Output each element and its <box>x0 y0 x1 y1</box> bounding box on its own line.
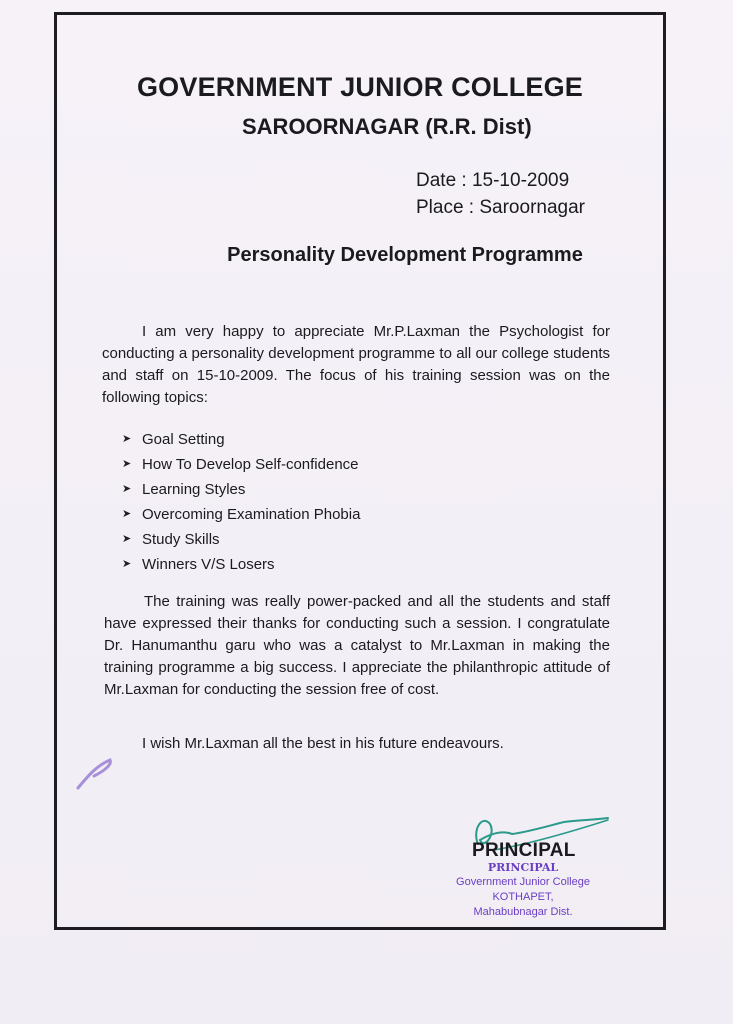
topic-text: Learning Styles <box>142 481 246 498</box>
college-location: SAROORNAGAR (R.R. Dist) <box>242 114 532 139</box>
arrow-bullet-icon: ➤ <box>122 533 132 545</box>
list-item <box>122 427 360 452</box>
stamp-town: KOTHAPET, <box>492 891 554 903</box>
official-stamp <box>448 860 598 920</box>
closing-paragraph: I wish Mr.Laxman all the best in his future endeavours. <box>142 735 504 752</box>
topic-text: Winners V/S Losers <box>142 556 275 573</box>
topic-text: Overcoming Examination Phobia <box>142 506 361 523</box>
letter-place: Place : Saroornagar <box>416 197 585 218</box>
list-item <box>122 527 360 552</box>
arrow-bullet-icon: ➤ <box>122 458 132 470</box>
stamp-district: Mahabubnagar Dist. <box>473 906 573 918</box>
list-item <box>122 452 360 477</box>
topic-text: Study Skills <box>142 531 220 548</box>
arrow-bullet-icon: ➤ <box>122 508 132 520</box>
topic-text: Goal Setting <box>142 431 225 448</box>
training-paragraph: The training was really power-packed and all the students and staff have expressed their thanks for conducting such a session. I congratulate Dr. Hanumanthu garu who was a catalyst to Mr.Laxman in making the training programme a big success. I appreciate the philanthropic attitude of Mr.Laxman for conducting the session free of cost. <box>104 593 610 698</box>
list-item <box>122 477 360 502</box>
topics-list <box>122 427 360 577</box>
letter-date: Date : 15-10-2009 <box>416 170 570 191</box>
stamp-title: PRINCIPAL <box>487 861 559 874</box>
list-item <box>122 502 360 527</box>
intro-paragraph: I am very happy to appreciate Mr.P.Laxman the Psychologist for conducting a personality development programme to all our college students and staff on 15-10-2009. The focus of his training session was on the following topics: <box>102 323 610 406</box>
arrow-bullet-icon: ➤ <box>122 433 132 445</box>
college-title: GOVERNMENT JUNIOR COLLEGE <box>136 72 584 102</box>
arrow-bullet-icon: ➤ <box>122 483 132 495</box>
letter-heading: Personality Development Programme <box>227 244 583 266</box>
stamp-college: Government Junior College <box>456 876 590 888</box>
topic-text: How To Develop Self-confidence <box>142 456 359 473</box>
list-item <box>122 552 360 577</box>
arrow-bullet-icon: ➤ <box>122 558 132 570</box>
principal-designation: PRINCIPAL <box>472 840 576 861</box>
ink-mark-icon <box>74 756 120 792</box>
